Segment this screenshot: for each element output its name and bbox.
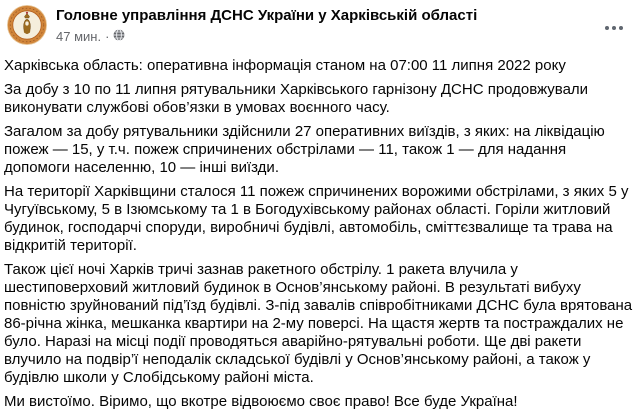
post-paragraph: За добу з 10 по 11 липня рятувальники Харківського гарнізону ДСНС продовжували виконувати службові обов’язки в умовах воєнного часу.	[4, 81, 589, 116]
header-text	[56, 5, 477, 45]
options-dot	[605, 26, 609, 30]
options-dot	[619, 26, 623, 30]
post-header	[0, 0, 641, 45]
public-globe-icon	[113, 29, 125, 45]
post-paragraph: На території Харківщини сталося 11 пожеж спричинених ворожими обстрілами, з яких 5 у Чугуївському, 5 в Ізюмському та 1 в Богодухівському районах області. Горіли житловий будинок, господарчі споруди, виробничі будівлі, автомобіль, сміттєзвалище та трава на відкритій території.	[4, 183, 629, 254]
avatar[interactable]	[7, 5, 47, 45]
post-paragraph: Загалом за добу рятувальники здійснили 27 оперативних виїздів, з яких: на ліквідацію пожеж — 15, у т.ч. пожеж спричинених обстрілами — 11, також 1 — для надання допомоги населенню, 10 — інші виїзди.	[4, 123, 605, 176]
post-paragraph: Ми вистоїмо. Віримо, що вкотре відвоюємо своє право! Все буде Україна!	[4, 393, 518, 410]
post-meta	[56, 28, 477, 45]
options-dot	[612, 26, 616, 30]
post-paragraph: Харківська область: оперативна інформація станом на 07:00 11 липня 2022 року	[4, 57, 566, 74]
page-emblem-icon	[7, 5, 47, 45]
post-paragraph: Також цієї ночі Харків тричі зазнав ракетного обстрілу. 1 ракета влучила у шестиповерховий житловий будинок в Основ’янському районі. В результаті вибуху повністю зруйнований під’їзд будівлі. З-під завалів співробітниками ДСНС була врятована 86-річна жінка, мешканка квартири на 2-му поверсі. На щастя жертв та постраждалих не було. Наразі на місці події проводяться аварійно-рятувальні роботи. Ще дві ракети влучило на подвір’ї неподалік складської будівлі у Основ’янському районі, а також у будівлю школи у Слобідському районі міста.	[4, 261, 633, 386]
timestamp-link[interactable]: 47 мин.	[56, 28, 102, 44]
page-name-link[interactable]: Головне управління ДСНС України у Харківській області	[56, 7, 478, 24]
meta-separator: ·	[105, 28, 110, 44]
post-body	[0, 45, 641, 411]
post-options-button[interactable]	[601, 20, 627, 36]
